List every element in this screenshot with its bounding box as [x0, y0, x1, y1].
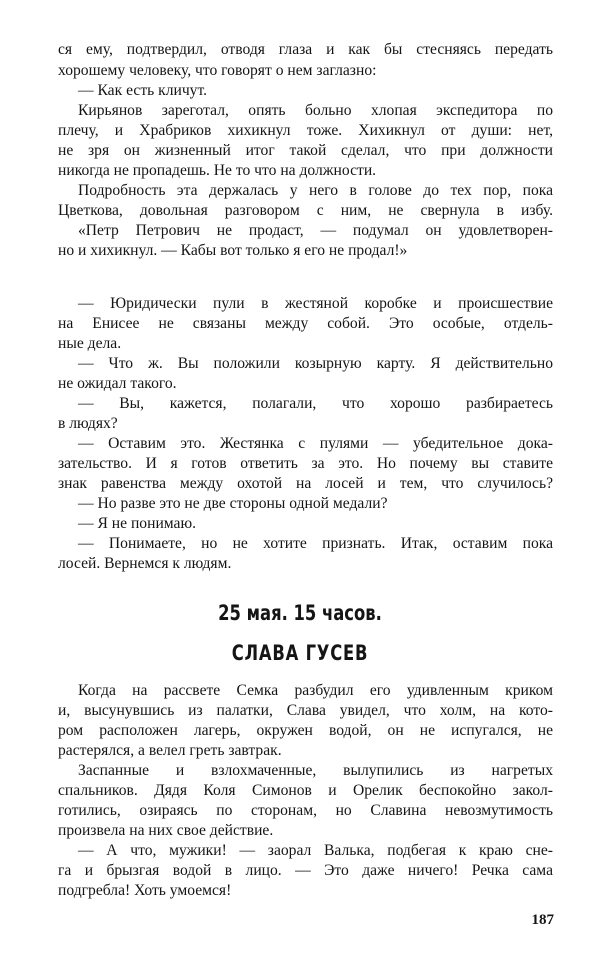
text-line: никогда не пропадешь. Не то что на должности.: [58, 162, 377, 179]
text-line: в людях?: [58, 415, 118, 432]
text-line: знак равенства между охотой на лосей и тем, что случилось?: [58, 475, 553, 492]
text-line: готились, озираясь по сторонам, но Славина невозмутимость: [58, 802, 553, 819]
text-line: плечу, и Храбриков хихикнул тоже. Хихикнул от души: нет,: [58, 122, 553, 139]
text-line: — Юридически пули в жестяной коробке и происшествие: [78, 295, 553, 312]
text-line: — Но разве это не две стороны одной медали?: [78, 495, 388, 512]
text-line: Заспанные и взлохмаченные, вылупились из нагретых: [78, 762, 553, 779]
text-line: га и брызгая водой в лицо. — Это даже ничего! Речка сама: [58, 862, 553, 879]
text-line: произвела на них свое действие.: [58, 822, 274, 839]
text-line: — Я не понимаю.: [78, 515, 197, 532]
text-line: хорошему человеку, что говорят о нем заглазно:: [58, 62, 377, 79]
text-line: не ожидал такого.: [58, 375, 177, 392]
text-line: и, высунувшись из палатки, Слава увидел, что холм, на кото-: [58, 702, 553, 719]
text-line: — Что ж. Вы положили козырную карту. Я действительно: [78, 355, 553, 372]
text-line: Цветкова, довольная разговором с ним, не свернула в избу.: [58, 202, 553, 219]
section-date-heading: 25 мая. 15 часов.: [218, 601, 382, 625]
text-line: растерялся, а велел греть завтрак.: [58, 742, 282, 759]
text-line: зательство. И я готов ответить за это. Но почему вы ставите: [58, 455, 553, 472]
text-line: на Енисее не связаны между собой. Это особые, отдель-: [58, 315, 553, 332]
text-line: — Как есть кличут.: [78, 82, 208, 99]
text-line: — Вы, кажется, полагали, что хорошо разбираетесь: [78, 395, 553, 412]
text-line: — Оставим это. Жестянка с пулями — убедительное дока-: [78, 435, 553, 452]
text-line: спальников. Дядя Коля Симонов и Орелик беспокойно закол-: [58, 782, 553, 799]
text-line: — Понимаете, но не хотите признать. Итак, оставим пока: [78, 535, 553, 552]
text-line: лосей. Вернемся к людям.: [58, 555, 232, 572]
text-line: — А что, мужики! — заорал Валька, подбегая к краю сне-: [78, 842, 553, 859]
text-line: не зря он жизненный итог такой сделал, что при должности: [58, 142, 553, 159]
page-number: 187: [531, 912, 554, 928]
text-line: ром расположен лагерь, окружен водой, он не испугался, не: [58, 722, 553, 739]
text-line: «Петр Петрович не продаст, — подумал он удовлетворен-: [78, 222, 553, 239]
section-title-heading: СЛАВА ГУСЕВ: [231, 641, 369, 665]
text-line: но и хихикнул. — Кабы вот только я его не продал!»: [58, 242, 408, 259]
text-line: ся ему, подтвердил, отводя глаза и как бы стесняясь передать: [58, 41, 553, 58]
text-line: Подробность эта держалась у него в голове до тех пор, пока: [78, 182, 553, 199]
text-line: подгребла! Хоть умоемся!: [58, 882, 232, 899]
text-line: ные дела.: [58, 335, 122, 352]
text-line: Кирьянов зареготал, опять больно хлопая экспедитора по: [78, 102, 553, 119]
text-line: Когда на рассвете Семка разбудил его удивленным криком: [78, 682, 553, 699]
